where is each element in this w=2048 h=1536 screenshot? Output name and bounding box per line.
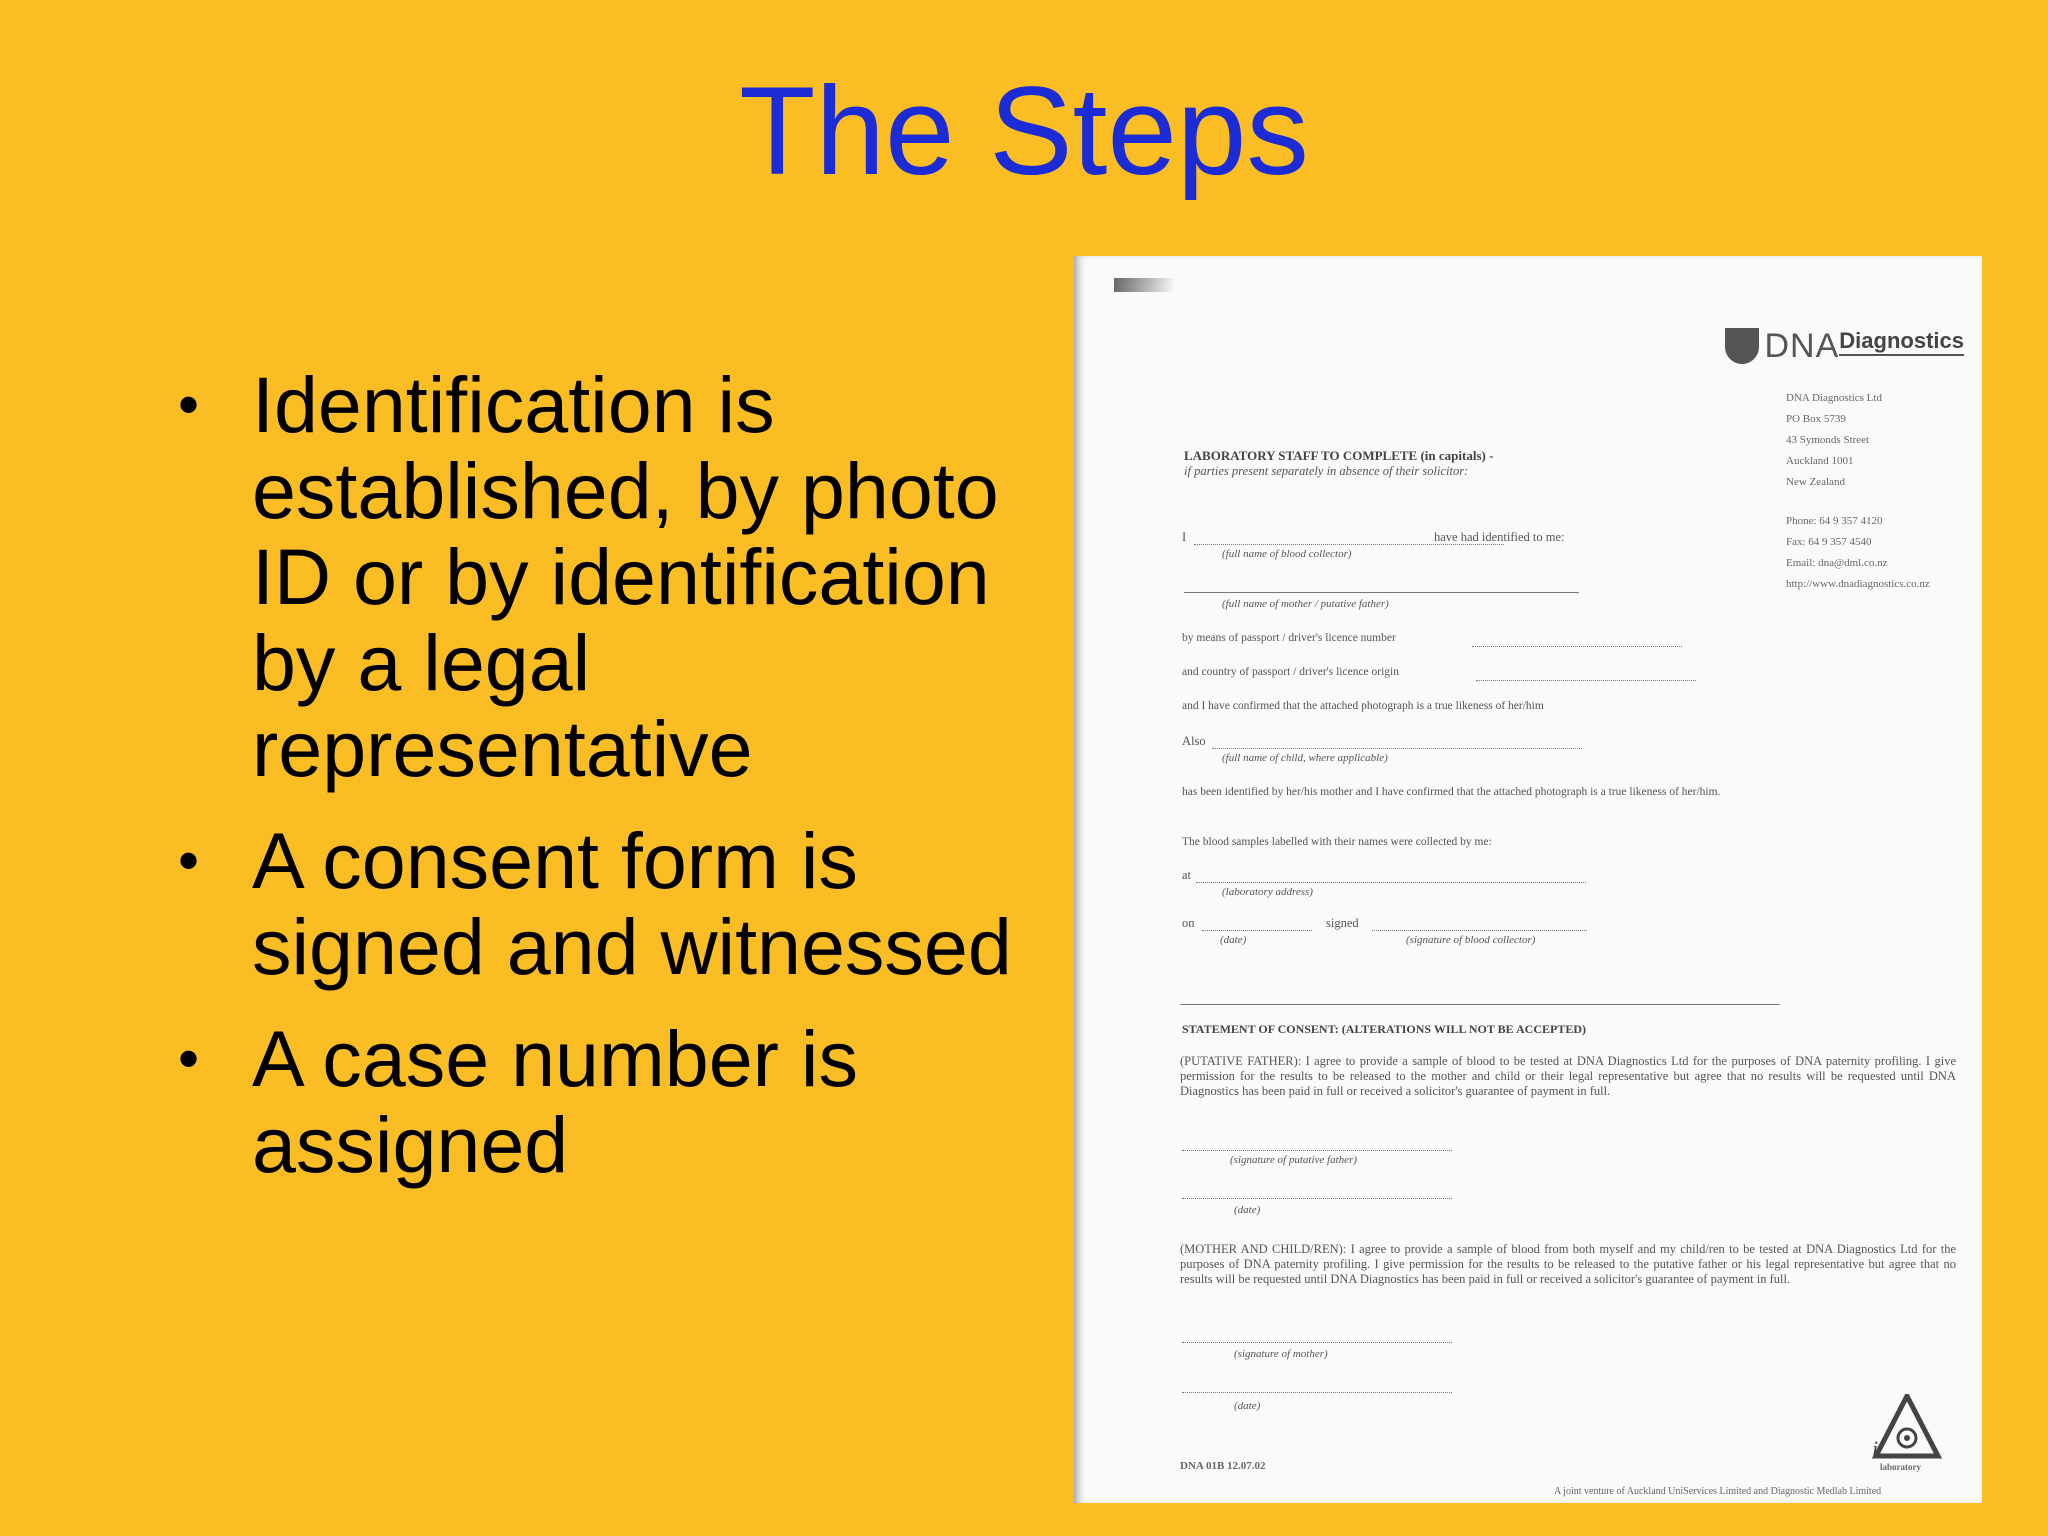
ianz-label: laboratory	[1880, 1462, 1921, 1472]
form-header-sub: if parties present separately in absence of their solicitor:	[1184, 464, 1469, 478]
dna-diagnostics-logo	[1725, 326, 1965, 366]
bullet-item	[170, 1016, 1070, 1188]
section-divider	[1180, 1004, 1780, 1005]
mother-date-caption: (date)	[1234, 1400, 1261, 1412]
address-line: New Zealand	[1786, 476, 1845, 488]
logo-dna-text: DNA	[1764, 326, 1840, 365]
passport-country-line	[1476, 680, 1696, 681]
mother-children-consent: (MOTHER AND CHILD/REN): I agree to provide a sample of blood from both myself and my child/ren to be tested at DNA Diagnostics Ltd for the purposes of DNA paternity profiling. I give permission for the results to be released to the putative father or his legal representative but agree that no results will be requested until DNA Diagnostics has been paid in full or received a solicitor's guarantee of payment in full.	[1180, 1242, 1956, 1286]
address-line: DNA Diagnostics Ltd	[1786, 392, 1882, 404]
putative-signature-caption: (signature of putative father)	[1230, 1154, 1357, 1166]
svg-text:i: i	[1872, 1436, 1879, 1461]
shield-icon	[1725, 328, 1759, 364]
bullet-dot: •	[178, 827, 200, 894]
putative-date-line	[1182, 1198, 1452, 1199]
folded-corner	[1114, 278, 1174, 292]
on-label: on	[1182, 916, 1195, 930]
mother-signature-line	[1182, 1342, 1452, 1343]
form-header: LABORATORY STAFF TO COMPLETE (in capitals) -	[1184, 448, 1494, 463]
child-identified-text: has been identified by her/his mother and I have confirmed that the attached photograph is a true likeness of her/him.	[1182, 786, 1721, 798]
mother-date-line	[1182, 1392, 1452, 1393]
ianz-accreditation-logo	[1872, 1394, 1942, 1474]
contact-line: Phone: 64 9 357 4120	[1786, 515, 1883, 527]
putative-signature-line	[1182, 1150, 1452, 1151]
date-line	[1202, 930, 1312, 931]
company-address	[1786, 388, 1982, 595]
bullet-dot: •	[178, 1025, 200, 1092]
accreditation-mark-icon	[1872, 1394, 1942, 1464]
consent-form-scan	[1074, 256, 1982, 1503]
at-label: at	[1182, 868, 1192, 882]
putative-date-caption: (date)	[1234, 1204, 1261, 1216]
bullet-text: Identification is established, by photo ID or by identification by a legal representative	[252, 360, 999, 793]
contact-line: Email: dna@dml.co.nz	[1786, 557, 1888, 569]
collector-name-caption: (full name of blood collector)	[1222, 548, 1352, 560]
bullet-text: A consent form is signed and witnessed	[252, 816, 1012, 991]
putative-father-consent: (PUTATIVE FATHER): I agree to provide a sample of blood to be tested at DNA Diagnostics Ltd for the purposes of DNA paternity profiling. I give permission for the results to be released to the mother and child or their legal representative but agree that no results will be requested until DNA Diagnostics has been paid in full or received a solicitor's guarantee of payment in full.	[1180, 1054, 1956, 1098]
contact-line: http://www.dnadiagnostics.co.nz	[1786, 578, 1930, 590]
date-caption: (date)	[1220, 934, 1247, 946]
have-identified-label: have had identified to me:	[1434, 530, 1565, 544]
passport-number-label: by means of passport / driver's licence number	[1182, 632, 1396, 644]
line-i-label: I	[1182, 530, 1187, 544]
signed-label: signed	[1326, 916, 1359, 930]
mother-signature-caption: (signature of mother)	[1234, 1348, 1328, 1360]
collector-signature-line	[1372, 930, 1587, 931]
child-name-caption: (full name of child, where applicable)	[1222, 752, 1388, 764]
slide-title: The Steps	[739, 62, 1309, 201]
address-line: 43 Symonds Street	[1786, 434, 1870, 446]
form-code: DNA 01B 12.07.02	[1180, 1460, 1266, 1472]
contact-line: Fax: 64 9 357 4540	[1786, 536, 1872, 548]
address-line: Auckland 1001	[1786, 455, 1854, 467]
confirmed-photo-text: and I have confirmed that the attached photograph is a true likeness of her/him	[1182, 700, 1544, 712]
address-line: PO Box 5739	[1786, 413, 1846, 425]
child-name-line	[1212, 748, 1582, 749]
passport-country-label: and country of passport / driver's licence origin	[1182, 666, 1399, 678]
bullet-item	[170, 818, 1070, 990]
lab-address-line	[1196, 882, 1586, 883]
mother-name-caption: (full name of mother / putative father)	[1222, 598, 1389, 610]
bullet-dot: •	[178, 371, 200, 438]
collector-signature-caption: (signature of blood collector)	[1406, 934, 1536, 946]
lab-address-caption: (laboratory address)	[1222, 886, 1313, 898]
also-label: Also	[1182, 734, 1206, 748]
consent-title: STATEMENT OF CONSENT: (ALTERATIONS WILL NOT BE ACCEPTED)	[1182, 1022, 1586, 1036]
footer-joint-venture: A joint venture of Auckland UniServices Limited and Diagnostic Medlab Limited	[1554, 1486, 1882, 1497]
bullet-text: A case number is assigned	[252, 1014, 858, 1189]
passport-number-line	[1472, 646, 1682, 647]
samples-collected-text: The blood samples labelled with their names were collected by me:	[1182, 836, 1492, 848]
logo-diagnostics-text: Diagnostics	[1839, 328, 1964, 356]
bullet-list	[170, 362, 1070, 1214]
mother-name-line	[1184, 592, 1579, 593]
bullet-item	[170, 362, 1070, 792]
